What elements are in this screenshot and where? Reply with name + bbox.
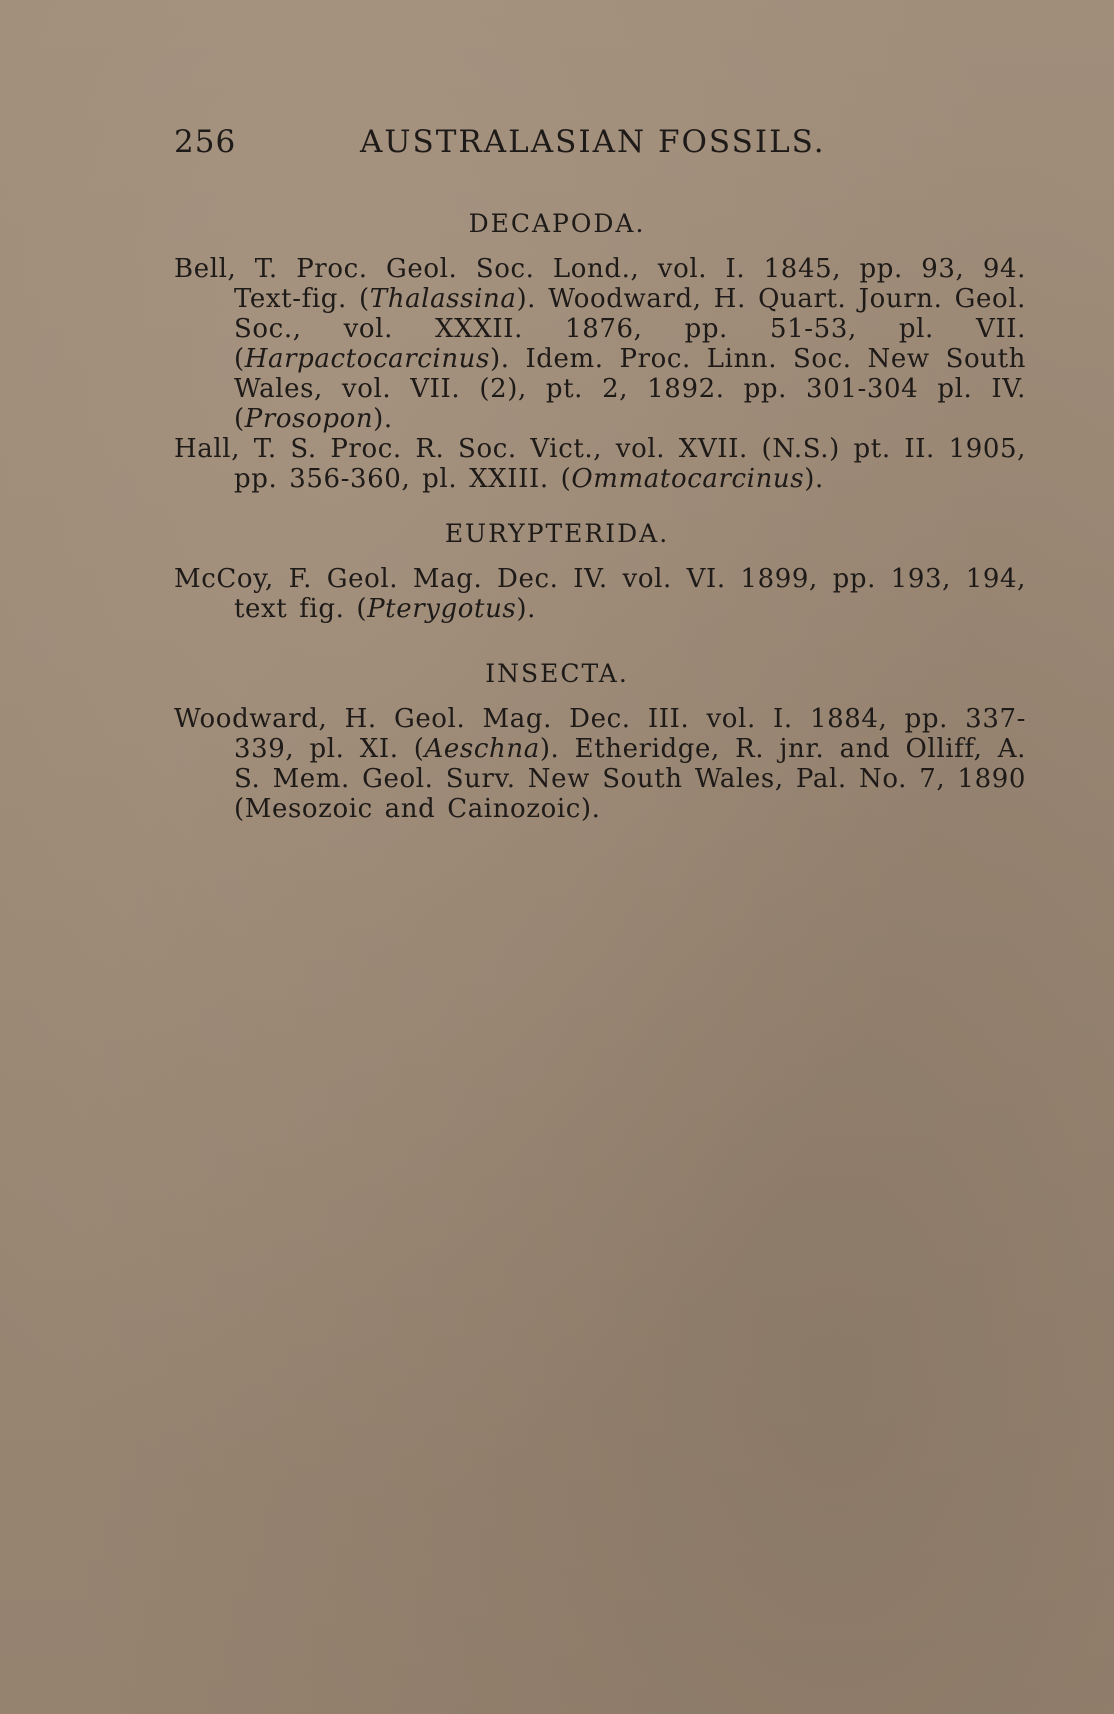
bibliography-entry-woodward [174, 704, 1026, 824]
bibliography-entry-hall [174, 434, 1026, 494]
entry-text: ). Woodward, H. Quart. Journ. Geol. Soc., vol. XXXII. 1876, pp. 51-53, pl. VII. ( [234, 284, 1026, 374]
entry-text: Bell, T. Proc. Geol. Soc. Lond., vol. I. 1845, pp. 93, 94. Text-fig. ( [174, 254, 1026, 314]
taxon-name: Pterygotus [367, 594, 517, 624]
entry-text: ). Etheridge, R. jnr. and Olliff, A. S. Mem. Geol. Surv. New South Wales, Pal. No. 7, 1890 (Mesozoic and Cainozoic). [234, 734, 1026, 824]
entry-text: ). [516, 594, 536, 624]
taxon-name: Harpactocarcinus [244, 344, 490, 374]
section-heading-eurypterida: EURYPTERIDA. [444, 519, 670, 548]
entry-text: Woodward, H. Geol. Mag. Dec. III. vol. I. 1884, pp. 337-339, pl. XI. ( [174, 704, 1026, 764]
section-heading-decapoda: DECAPODA. [468, 209, 646, 238]
entry-text: McCoy, F. Geol. Mag. Dec. IV. vol. VI. 1899, pp. 193, 194, text fig. ( [174, 564, 1026, 624]
entry-text: ). [804, 464, 824, 494]
taxon-name: Prosopon [244, 404, 374, 434]
entry-text: Hall, T. S. Proc. R. Soc. Vict., vol. XVII. (N.S.) pt. II. 1905, pp. 356-360, pl. XXIII. ( [174, 434, 1026, 494]
taxon-name: Aeschna [424, 734, 540, 764]
bibliography-entry-bell [174, 254, 1026, 434]
page-header [174, 124, 854, 168]
eurypterida-entries [174, 564, 1026, 624]
running-title: AUSTRALASIAN FOSSILS. [360, 124, 826, 160]
bibliography-entry-mccoy [174, 564, 1026, 624]
taxon-name: Ommatocarcinus [571, 464, 805, 494]
taxon-name: Thalassina [369, 284, 517, 314]
entry-text: ). Idem. Proc. Linn. Soc. New South Wales, vol. VII. (2), pt. 2, 1892. pp. 301-304 pl. IV. ( [234, 344, 1026, 434]
decapoda-entries [174, 254, 1026, 494]
entry-text: ). [373, 404, 393, 434]
insecta-entries [174, 704, 1026, 824]
page-number: 256 [174, 124, 237, 160]
section-heading-insecta: INSECTA. [485, 659, 629, 688]
